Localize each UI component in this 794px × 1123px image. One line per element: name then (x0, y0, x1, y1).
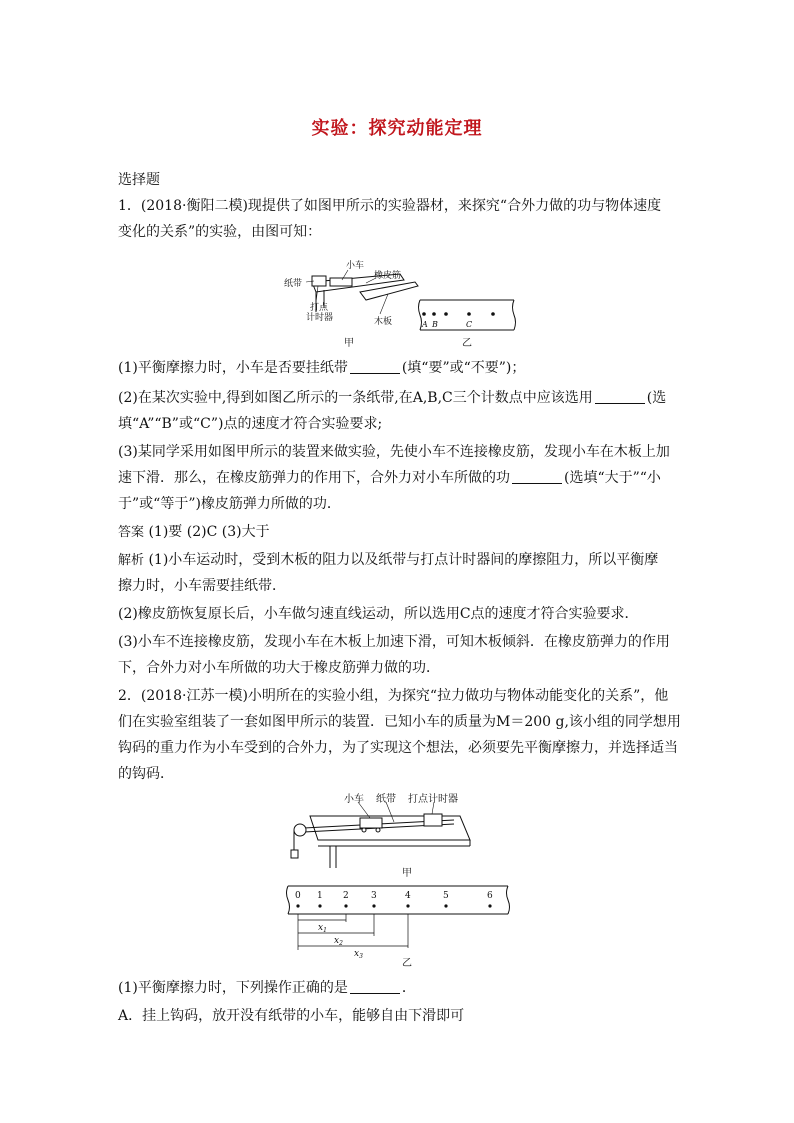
point-b-label: B (432, 320, 438, 329)
q1-sub2-text-b: (选 (646, 390, 667, 406)
q2-timer-shape (424, 814, 442, 826)
q1-sub3-line1: (3)某同学采用如图甲所示的装置来做实验，先使小车不连接橡皮筋，发现小车在木板上加 (118, 444, 670, 460)
x1-label: $x_1$ (318, 923, 327, 934)
analysis-label: 解析 (118, 553, 145, 568)
q1-analysis-line1 (118, 550, 658, 571)
q1-analysis-line3: (2)橡皮筋恢复原长后，小车做匀速直线运动，所以选用C点的速度才符合实验要求． (118, 606, 639, 622)
q1-analysis-line5: 下，合外力对小车所做的功大于橡皮筋弹力做的功． (118, 660, 440, 676)
q2-stem-line1: 2．(2018·江苏一模)小明所在的实验小组，为探究“拉力做功与物体动能变化的关系”，他 (118, 688, 669, 704)
analysis-line1-text: (1)小车运动时，受到木板的阻力以及纸带与打点计时器间的摩擦阻力，所以平衡摩 (144, 552, 659, 568)
answer-label: 答案 (118, 525, 145, 540)
q2-stem-line4: 的钩码． (118, 766, 174, 782)
timer-shape (312, 276, 326, 286)
page-title: 实验：探究动能定理 (311, 118, 483, 139)
hook-weight-shape (291, 850, 298, 858)
q1-sub2-line2: 填“A”“B”或“C”)点的速度才符合实验要求; (118, 416, 383, 432)
label-timer-line2: 计时器 (306, 313, 334, 323)
q2-sub1-text-a: (1)平衡摩擦力时，下列操作正确的是 (118, 980, 348, 996)
q1-sub3-line3: 于”或“等于”)橡皮筋弹力所做的功． (118, 496, 341, 512)
q2-label-timer: 打点计时器 (408, 794, 458, 805)
q2-label-jia: 甲 (402, 868, 412, 879)
q2-label-yi: 乙 (402, 958, 412, 969)
q2-stem-line2: 们在实验室组装了一套如图甲所示的装置．已知小车的质量为M＝200 g,该小组的同学想用 (118, 714, 681, 730)
q1-sub2-blank[interactable] (595, 389, 645, 404)
label-tape: 纸带 (284, 279, 303, 289)
label-timer-line1: 打点 (310, 303, 329, 313)
point-a-label: A (422, 320, 428, 329)
q1-sub2-line1 (118, 388, 666, 408)
q2-option-a: A．挂上钩码，放开没有纸带的小车，能够自由下滑即可 (118, 1008, 465, 1024)
q1-figure (280, 252, 520, 356)
label-cart: 小车 (346, 261, 365, 271)
q1-sub1 (118, 358, 525, 378)
q1-sub3-blank[interactable] (512, 469, 562, 484)
tick-0: 0 (295, 891, 301, 901)
q1-analysis-line4: (3)小车不连接橡皮筋，发现小车在木板上加速下滑，可知木板倾斜．在橡皮筋弹力的作用 (118, 634, 670, 650)
q1-apparatus-diagram (280, 252, 520, 352)
q1-stem-line1: 1．(2018·衡阳二模)现提供了如图甲所示的实验器材，来探究“合外力做的功与物体速度 (118, 198, 662, 214)
q2-table-shape (304, 816, 470, 868)
q2-apparatus-diagram (284, 790, 514, 970)
q1-sub3-line2 (118, 468, 661, 488)
q1-sub2-text-a: (2)在某次实验中,得到如图乙所示的一条纸带,在A,B,C三个计数点中应该选用 (118, 390, 593, 406)
x3-label: $x_3$ (354, 949, 363, 960)
dimension-lines (298, 914, 408, 950)
q1-sub1-blank[interactable] (350, 359, 400, 374)
q1-sub1-text-a: (1)平衡摩擦力时，小车是否要挂纸带 (118, 360, 348, 376)
q1-sub1-text-b: (填“要”或“不要”)； (401, 360, 526, 376)
q2-figure (284, 790, 514, 974)
label-yi: 乙 (462, 338, 472, 349)
q2-stem-line3: 钩码的重力作为小车受到的合外力，为了实现这个想法，必须要先平衡摩擦力，并选择适当 (118, 740, 678, 756)
tick-3: 3 (371, 891, 377, 901)
q1-answer (118, 522, 270, 543)
label-board: 木板 (374, 317, 393, 327)
point-c-label: C (466, 320, 473, 329)
answer-text: (1)要 (2)C (3)大于 (144, 524, 270, 540)
x2-label: $x_2$ (334, 936, 343, 947)
q2-label-cart: 小车 (344, 794, 364, 805)
label-rubber-band: 橡皮筋 (374, 271, 402, 281)
q2-label-tape: 纸带 (376, 794, 396, 805)
tick-4: 4 (405, 891, 411, 901)
tick-6: 6 (487, 891, 493, 901)
tick-5: 5 (443, 891, 449, 901)
q2-sub1-blank[interactable] (350, 979, 400, 994)
tick-1: 1 (317, 891, 323, 901)
cart-shape (330, 278, 352, 286)
q2-sub1 (118, 978, 416, 998)
q1-sub3-text-b: (选填“大于”“小 (564, 470, 661, 486)
q1-sub3-text-a: 速下滑．那么，在橡皮筋弹力的作用下，合外力对小车所做的功 (118, 470, 510, 486)
section-heading: 选择题 (118, 172, 160, 188)
q2-sub1-text-b: ． (401, 980, 416, 996)
pulley-shape (294, 824, 306, 836)
label-jia: 甲 (344, 338, 354, 349)
tick-2: 2 (343, 891, 349, 901)
q1-stem-line2: 变化的关系”的实验，由图可知： (118, 224, 322, 240)
q1-analysis-line2: 擦力时，小车需要挂纸带． (118, 578, 286, 594)
q2-cart-shape (360, 818, 382, 828)
